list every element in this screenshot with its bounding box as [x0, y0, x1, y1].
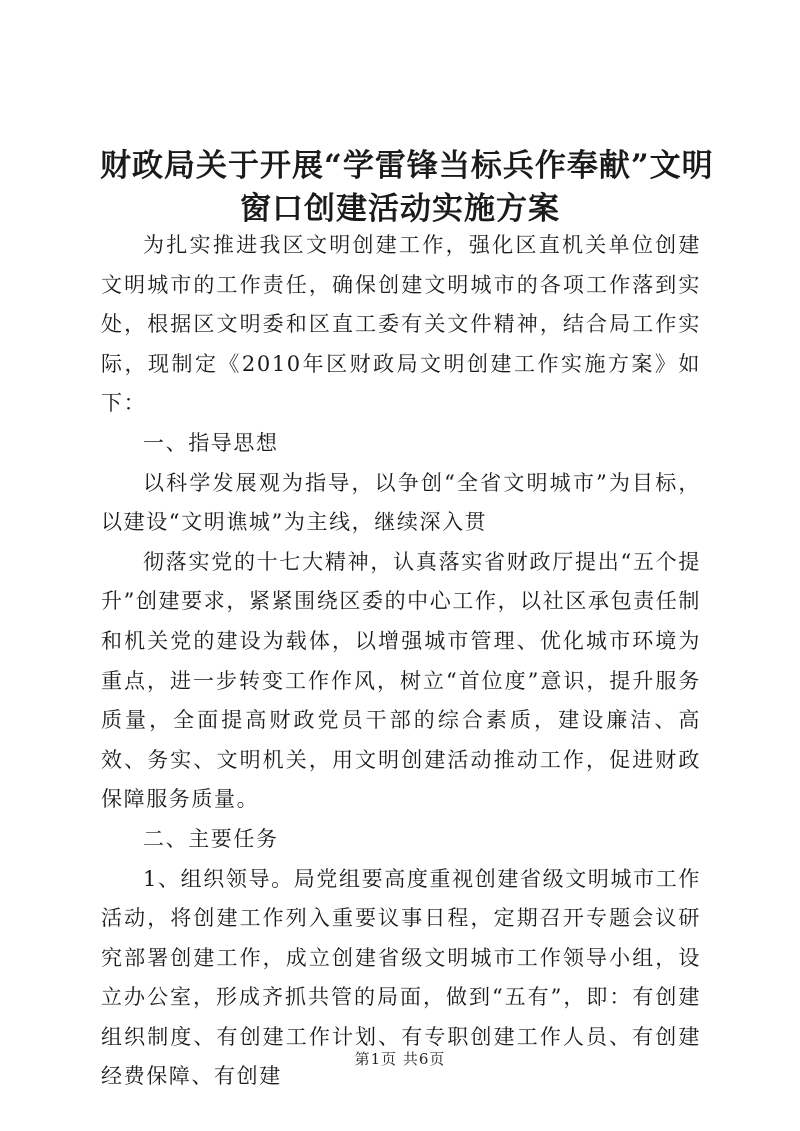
section-heading-main-tasks: 二、主要任务: [143, 826, 279, 851]
section-heading-guiding-thought: 一、指导思想: [143, 430, 279, 455]
document-body: [101, 226, 701, 1097]
paragraph-guiding-thought: 以科学发展观为指导，以争创“全省文明城市”为目标，以建设“文明谯城”为主线，继续深入贯: [101, 470, 701, 535]
document-title-line-2: 窗口创建活动实施方案: [240, 191, 560, 227]
page-footer: 第1页 共6页: [354, 1050, 446, 1068]
paragraph-implementation: 彻落实党的十七大精神，认真落实省财政厅提出“五个提升”创建要求，紧紧围绕区委的中心工作，以社区承包责任制和机关党的建设为载体，以增强城市管理、优化城市环境为重点，进一步转变工作作风，树立“首位度”意识，提升服务质量，全面提高财政党员干部的综合素质，建设廉洁、高效、务实、文明机关，用文明创建活动推动工作，促进财政保障服务质量。: [101, 549, 701, 812]
document-title-line-1: 财政局关于开展“学雷锋当标兵作奉献”文明: [100, 148, 714, 184]
paragraph-intro: 为扎实推进我区文明创建工作，强化区直机关单位创建文明城市的工作责任，确保创建文明城市的各项工作落到实处，根据区文明委和区直工委有关文件精神，结合局工作实际，现制定《2010年区财政局文明创建工作实施方案》如下：: [101, 233, 701, 416]
paragraph-organization-leadership: 1、组织领导。局党组要高度重视创建省级文明城市工作活动，将创建工作列入重要议事日程，定期召开专题会议研究部署创建工作，成立创建省级文明城市工作领导小组，设立办公室，形成齐抓共管的局面，做到“五有”，即：有创建组织制度、有创建工作计划、有专职创建工作人员、有创建经费保障、有创建: [101, 866, 701, 1089]
